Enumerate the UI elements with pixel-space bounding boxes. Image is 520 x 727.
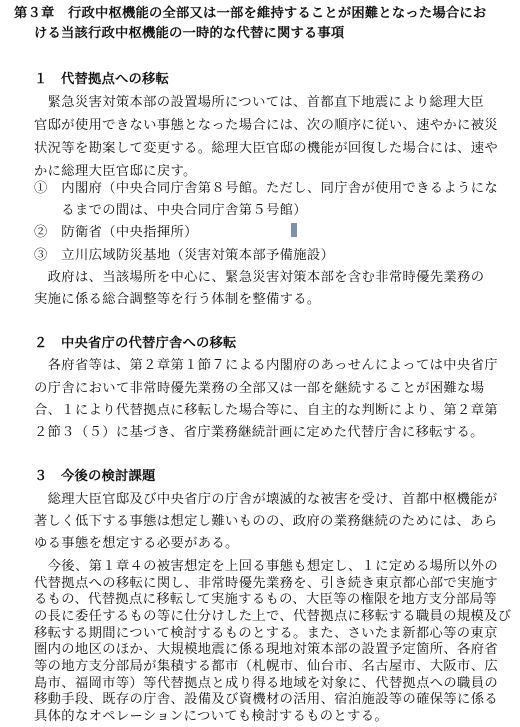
section-2-paragraph-line: ２節３（５）に基づき、省庁業務継続計画に定めた代替庁舎に移転する。 <box>34 425 484 440</box>
section-2-paragraph-line: の庁舎において非常時優先業務の全部又は一部を継続することが困難な場 <box>34 381 485 396</box>
section-3-paragraph-line: 総理大臣官邸及び中央省庁の庁舎が壊滅的な被害を受け、首都中枢機能が <box>34 492 498 507</box>
section-2-paragraph-line: 合、１により代替拠点に移転した場合等に、自主的な判断により、第２章第 <box>34 403 498 418</box>
section-1-heading: １ 代替拠点への移転 <box>34 72 169 87</box>
section-3-paragraph-2-line: 代替拠点への移転に関し、非常時優先業務を、引き続き東京都心部で実施す <box>34 575 498 591</box>
section-3-paragraph-2-line: 移動手段、既存の庁舎、設備及び資機材の活用、宿泊施設等の確保等に係る <box>34 692 498 708</box>
chapter-heading-line-2: ける当該行政中枢機能の一時的な代替に関する事項 <box>34 26 345 41</box>
section-1-paragraph-2-line: 実施に係る総合調整等を行う体制を整備する。 <box>34 292 321 307</box>
section-3-paragraph-line: ゆる事態を想定する必要がある。 <box>34 536 239 551</box>
section-1-paragraph-line: 官邸が使用できない事態となった場合には、次の順序に従い、速やかに被災 <box>34 118 498 133</box>
section-2-paragraph-line: 各府省等は、第２章第１節７による内閣府のあっせんによっては中央省庁 <box>34 358 498 373</box>
list-item-2: ② 防衛省（中央指揮所） <box>34 225 198 240</box>
section-1-paragraph-line: 緊急災害対策本部の設置場所については、首都直下地震により総理大臣 <box>34 95 485 110</box>
list-item-1-line: るまでの間は、中央合同庁舎第５号館） <box>34 203 307 218</box>
section-3-paragraph-2-line: るもの、代替拠点に移転して実施するもの、大臣等の権限を地方支分部局等 <box>34 592 497 608</box>
section-3-paragraph-2-line: 圏内の地区のほか、大規模地震に係る現地対策本部の設置予定箇所、各府省 <box>34 642 498 658</box>
list-item-3: ③ 立川広域防災基地（災害対策本部予備施設） <box>34 248 335 263</box>
section-3-paragraph-2-line: の長に委任するもの等に仕分けした上で、代替拠点に移転する職員の規模及び <box>34 609 512 624</box>
section-3-paragraph-2-line: 具体的なオペレーションについても検討するものとする。 <box>34 709 389 724</box>
section-1-paragraph-line: かに総理大臣官邸に戻す。 <box>34 164 197 179</box>
section-2-heading: ２ 中央省庁の代替庁舎への移転 <box>34 336 237 351</box>
list-item-1-line: ① 内閣府（中央合同庁舎第８号館。ただし、同庁舎が使用できるようにな <box>34 181 498 196</box>
section-1-paragraph-2-line: 政府は、当該場所を中心に、緊急災害対策本部を含む非常時優先業務の <box>34 270 485 285</box>
section-3-paragraph-2-line: 今後、第１章４の被害想定を上回る事態も想定し、１に定める場所以外の <box>34 559 498 574</box>
section-3-paragraph-2-line: 等の地方支分部局が集積する都市（札幌市、仙台市、名古屋市、大阪市、広 <box>34 659 498 674</box>
section-1-paragraph-line: 状況等を勘案して変更する。総理大臣官邸の機能が回復した場合には、速や <box>34 141 498 156</box>
chapter-heading-line-1: 第３章 行政中枢機能の全部又は一部を維持することが困難となった場合にお <box>14 6 487 21</box>
section-3-paragraph-2-line: 島市、福岡市等）等代替拠点と成り得る地域を対象に、代替拠点への職員の <box>34 675 498 691</box>
text-cursor-marker <box>291 223 297 237</box>
section-3-paragraph-line: 著しく低下する事態は想定し難いものの、政府の業務継続のためには、あら <box>34 514 498 529</box>
section-3-heading: ３ 今後の検討課題 <box>34 469 156 484</box>
section-3-paragraph-2-line: 移転する期間について検討するものとする。また、さいたま新都心等の東京 <box>34 625 498 641</box>
